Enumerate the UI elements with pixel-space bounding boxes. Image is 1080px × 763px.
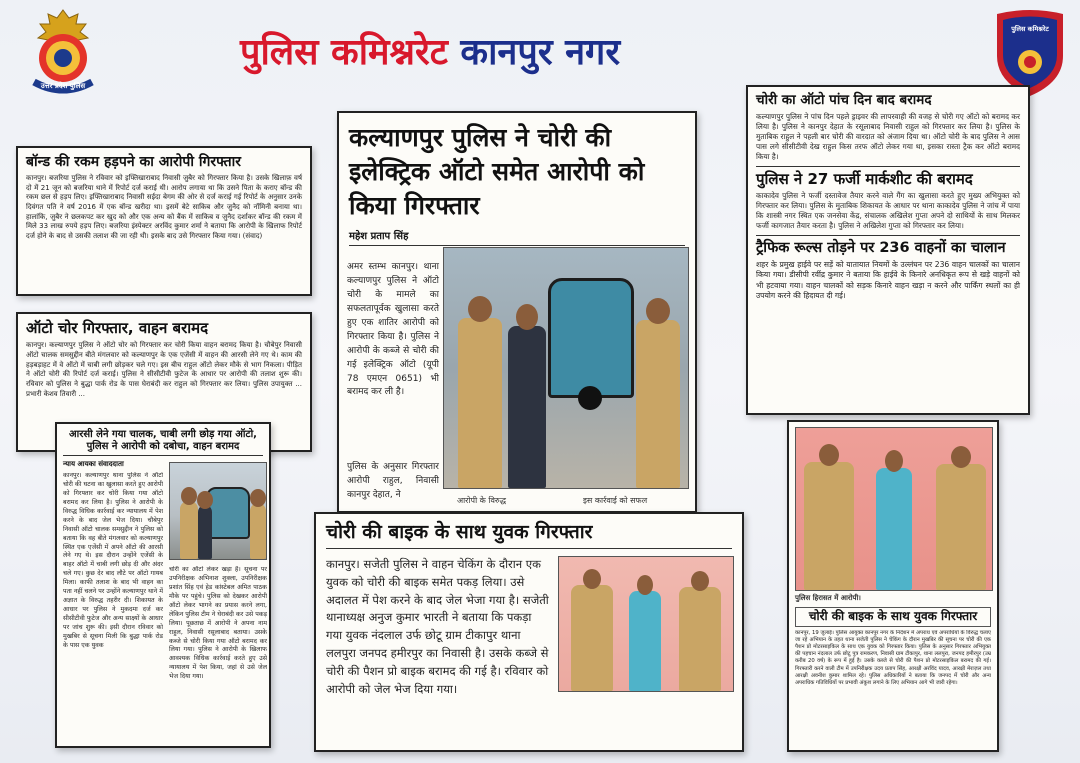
clipping-bike-big-photo [558, 556, 734, 692]
officer-figure [936, 464, 986, 590]
auto-rickshaw [206, 487, 250, 539]
officer-figure [679, 587, 721, 691]
clipping-bike-big-body: कानपुर। सजेती पुलिस ने वाहन चेकिंग के दौरान एक युवक को चोरी की बाइक समेत पकड़ लिया। उसे अदालत में पेश करने के बाद जेल भेजा गया है। सजेती थानाध्यक्ष अनुज कुमार भारती ने बताया कि पकड़ा गया युवक नंदलाल उर्फ छोटू ग्राम टीकापुर थाना ललपुरा जनपद हमीरपुर का निवासी है। उसके कब्जे से चोरी की पैशन प्रो बाइक बरामद की गई है। रविवार को आरोपी को जेल भेज दिया गया। [326, 557, 549, 696]
clipping-bike-small-body: कानपुर, 19 जुलाई। पुलिस आयुक्त कानपुर नगर के निर्देशन में अपराध एवं अपराधियों के विरुद्ध चलाए जा रहे अभियान के तहत थाना सजेती पुलिस ने चेकिंग के दौरान मुखबिर की सूचना पर चोरी की एक पैशन प्रो मोटरसाइकिल के साथ एक युवक को गिरफ्तार किया। पुलिस के अनुसार गिरफ्तार अभियुक्त की पहचान नंदलाल उर्फ छोटू पुत्र रामकरण, निवासी ग्राम टीकापुर, थाना ललपुरा, जनपद हमीरपुर (उम्र करीब 20 वर्ष) के रूप में हुई है। उसके कब्जे से चोरी की पैशन प्रो मोटरसाइकिल बरामद की गई। गिरफ्तारी करने वाली टीम में उपनिरीक्षक उदय प्रताप सिंह, आरक्षी अरविंद यादव, आरक्षी मेराज़ल तथा आरक्षी अवनीश कुमार शामिल रहे। पुलिस अधिकारियों ने बताया कि जनपद में चोरी और अन्य अपराधिक गतिविधियों पर प्रभावी अंकुश लगाने के लिए अभियान आगे भी जारी रहेगा। [795, 629, 991, 686]
clipping-traffic-body: शहर के प्रमुख हाईवे पर सड़ें को यातायात नियमों के उल्लंघन पर 236 वाहन चालकों का चालान किया गया। डीसीपी रवींद्र कुमार ने बताया कि हाईवे के किनारे अनधिकृत रूप से खड़े वाहनों को भी हटवाया गया। वाहन चालकों को सड़क किनारे वाहन खड़ा न करने और पार्किंग स्थलों का ही उपयोग करने की हिदायत दी गई। [756, 260, 1020, 301]
clipping-main-heading: कल्याणपुर पुलिस ने चोरी की इलेक्ट्रिक ऑटो समेत आरोपी को किया गिरफ्तार [349, 123, 645, 220]
clipping-auto5-heading: चोरी का ऑटो पांच दिन बाद बरामद [756, 92, 932, 108]
clipping-bike-big-heading: चोरी की बाइक के साथ युवक गिरफ्तार [326, 522, 732, 549]
officer-figure [458, 318, 502, 488]
clipping-auto-chor-body: कानपुर। कल्याणपुर पुलिस ने ऑटो चोर को गिरफ्तार कर चोरी किया वाहन बरामद किया है। चौबेपुर निवासी ऑटो चालक समसुद्दीन बीते मंगलवार को कल्याणपुर के एक एजेंसी में वाहन की आरसी लेने गए थे। काम की हड़बड़ाहट में वे ऑटो में चाबी लगी छोड़कर चले गए। इस बीच राहुल ऑटो लेकर मौके से भाग निकला। पीड़ित ने ऑटो चोरी की रिपोर्ट दर्ज कराई। पुलिस ने सीसीटीवी फुटेज के आधार पर आरोपी की तलाश शुरू की। रविवार को पुलिस ने बुद्धा पार्क रोड के पास घेराबंदी कर राहुल को गिरफ्तार कर लिया। पुलिस उपायुक्त ... प्रभारी केशव तिवारी ... [26, 341, 302, 398]
clipping-bike-small-caption: पुलिस हिरासत में आरोपी। [795, 594, 861, 602]
accused-figure [629, 591, 661, 691]
uttar-pradesh-police-logo [20, 6, 106, 98]
officer-figure [571, 585, 613, 691]
clipping-rc-caption: चोरी का ऑटो लेकर खड़ा है। सूचना पर उपनिरीक्षक अभिनाश शुक्ला, उपनिरीक्षक प्रशांत सिंह एवं हेड कांस्टेबल अमित पाठक मौके पर पहुंचे। पुलिस को देखकर आरोपी ऑटो लेकर भागने का प्रयास करने लगा, लेकिन पुलिस टीम ने घेराबंदी कर उसे पकड़ लिया। पूछताछ में आरोपी ने अपना नाम राहुल, निवासी रसूलाबाद बताया। उसके कब्जे से चोरी किया गया ऑटो बरामद कर लिया गया। पुलिस ने आरोपी के खिलाफ आवश्यक विधिक कार्रवाई करते हुए उसे न्यायालय में पेश किया, जहां से उसे जेल भेज दिया गया। [169, 566, 267, 681]
accused-figure [198, 505, 212, 559]
accused-figure [508, 326, 546, 488]
clipping-bike-small-photo [795, 427, 993, 591]
clipping-bike-small [787, 420, 999, 752]
clipping-bond [16, 146, 312, 296]
left-logo-text: उत्तर प्रदेश पुलिस [40, 82, 86, 90]
clipping-bike-big [314, 512, 744, 752]
clipping-rc-byline: न्याय आयका संवाददाता [63, 460, 124, 468]
officer-figure [250, 503, 266, 559]
clipping-main-body1: अमर स्तम्भ कानपुर। थाना कल्याणपुर पुलिस ने ऑटो चोरी के मामले का सफलतापूर्वक खुलासा करते हुए एक शातिर आरोपी को गिरफ्तार किया है। पुलिस ने आरोपी के कब्जे से चोरी की गई इलेक्ट्रिक ऑटो (यूपी 78 एमएन 0651) भी बरामद कर ली है। [347, 262, 439, 398]
clipping-main-caption-right: इस कार्रवाई को सफल [583, 496, 648, 505]
clipping-rc-photo [169, 462, 267, 560]
auto-wheel [578, 386, 602, 410]
clipping-bond-body: कानपुर। बजरिया पुलिस ने रविवार को इफ्तिखाराबाद निवासी जुबैर को गिरफ्तार किया है। उसके खिलाफ़ वर्ष दो में 21 जून को बजरिया थाने में रिपोर्ट दर्ज कराई थी। आरोप लगाया था कि उसने पिता के कराए बॉन्ड की रकम छल से हड़प लिए। इफ्तिखाराबाद निवासी सईदा बेगम की ओर से दर्ज कराई गई रिपोर्ट के अनुसार उनके दिवंगत पति ने वर्ष 2016 में एक बॉन्ड खरीदा था। इसमें बेटे साकिब और जुनैद को नॉमिनी बनाया था। हालांकि, जुबैर ने छलकपट कर खुद को और एक अन्य को बैंक में साकिब व जुनैद दर्शाकर बॉन्ड की रकम में मिले 33 लाख रुपये हड़प लिए। बजरिया इंस्पेक्टर अरविंद कुमार शर्मा ने बताया कि आरोपी के खिलाफ रिपोर्ट दर्ज होने के बाद से उसकी तलाश की जा रही थी। इसके बाद उसे गिरफ्तार किया गया। (संवाद) [26, 174, 302, 241]
clipping-main-body2: पुलिस के अनुसार गिरफ्तार आरोपी राहुल, निवासी कानपुर देहात, ने [347, 462, 439, 500]
clipping-marksheet-heading: पुलिस ने 27 फर्जी मार्कशीट की बरामद [756, 169, 973, 188]
clipping-main-caption-left: आरोपी के विरुद्ध [457, 496, 507, 505]
clipping-auto-chor-heading: ऑटो चोर गिरफ्तार, वाहन बरामद [26, 319, 209, 337]
officer-figure [180, 501, 198, 559]
auto-rickshaw [548, 278, 634, 398]
clipping-bond-heading: बॉन्ड की रकम हड़पने का आरोपी गिरफ्तार [26, 154, 241, 170]
clipping-traffic-heading: ट्रैफिक रूल्स तोड़ने पर 236 वाहनों का चालान [756, 240, 1006, 257]
clipping-main-photo [443, 247, 689, 489]
officer-figure [804, 462, 854, 590]
clipping-rc [55, 422, 271, 748]
page-title [240, 26, 840, 76]
clipping-rc-body: कानपुर। कल्याणपुर थाना पुलिस ने ऑटो चोरी की घटना का खुलासा करते हुए आरोपी को गिरफ्तार कर चोरी किया गया ऑटो बरामद कर लिया है। पुलिस ने आरोपी के विरुद्ध विधिक कार्रवाई कर न्यायालय में पेश करने के बाद जेल भेज दिया। चौबेपुर निवासी ऑटो चालक समसुद्दीन ने पुलिस को बताया कि वह बीते मंगलवार को कल्याणपुर स्थित एक एजेंसी में अपने ऑटो की आरसी लेने गए थे। इस दौरान उन्होंने एजेंसी के बाहर ऑटो में चाबी लगी छोड़ दी और अंदर चले गए। कुछ देर बाद लौटे पर ऑटो गायब मिला। काफी तलाश के बाद भी वाहन का पता नहीं चलने पर उन्होंने कल्याणपुर थाने में अज्ञात के विरुद्ध तहरीर दी। शिकायत के आधार पर पुलिस ने मुकदमा दर्ज कर सीसीटीवी फुटेज और अन्य साक्ष्यों के आधार पर जांच शुरू की। इसी दौरान रविवार को मुखबिर से सूचना मिली कि बुद्धा पार्क रोड के पास एक युवक [63, 472, 163, 649]
clipping-rc-heading: आरसी लेने गया चालक, चाबी लगी छोड़ गया ऑटो, पुलिस ने आरोपी को दबोचा, वाहन बरामद [63, 429, 263, 456]
title-blue: कानपुर नगर [460, 32, 621, 73]
title-red: पुलिस कमिश्नरेट [240, 32, 448, 73]
right-logo-text: पुलिस कमिश्नरेट [1011, 25, 1049, 33]
accused-figure [876, 468, 912, 590]
officer-figure [636, 320, 680, 488]
clipping-auto5-body: कल्याणपुर पुलिस ने पांच दिन पहले ड्राइवर की लापरवाही की वजह से चोरी गए ऑटो को बरामद कर लिया है। पुलिस ने कानपुर देहात के रसूलाबाद निवासी राहुल को गिरफ्तार कर लिया है। पुलिस के मुताबिक राहुल ने पहली बार चोरी की वारदात को अंजाम दिया था। ऑटो चोरी के बाद पुलिस ने आस पास लगे सीसीटीवी देख राहुल किस तरफ ऑटो लेकर गया था, इसका रास्ता ट्रैक कर ऑटो बरामद किया है। [756, 112, 1020, 167]
clipping-bike-small-heading: चोरी की बाइक के साथ युवक गिरफ्तार [795, 607, 991, 627]
clipping-right-column [746, 85, 1030, 415]
clipping-marksheet-body: काकादेव पुलिस ने फर्जी दस्तावेज तैयार करने वाले गैंग का खुलासा करते हुए मुख्य अभियुक्त को गिरफ्तार कर लिया। पुलिस के मुताबिक शिकायत के आधार पर थाना काकादेव पुलिस ने जांच में पाया कि शास्त्री नगर स्थित एक जनसेवा केंद्र, संचालक अखिलेश गुप्ता अपने दो साथियों के साथ मिलकर फर्जी कागजात तैयार करता है। पुलिस ने अखिलेश गुप्ता को गिरफ्तार कर लिया। [756, 191, 1020, 236]
clipping-main [337, 111, 697, 513]
clipping-main-byline: महेश प्रताप सिंह [349, 228, 685, 246]
